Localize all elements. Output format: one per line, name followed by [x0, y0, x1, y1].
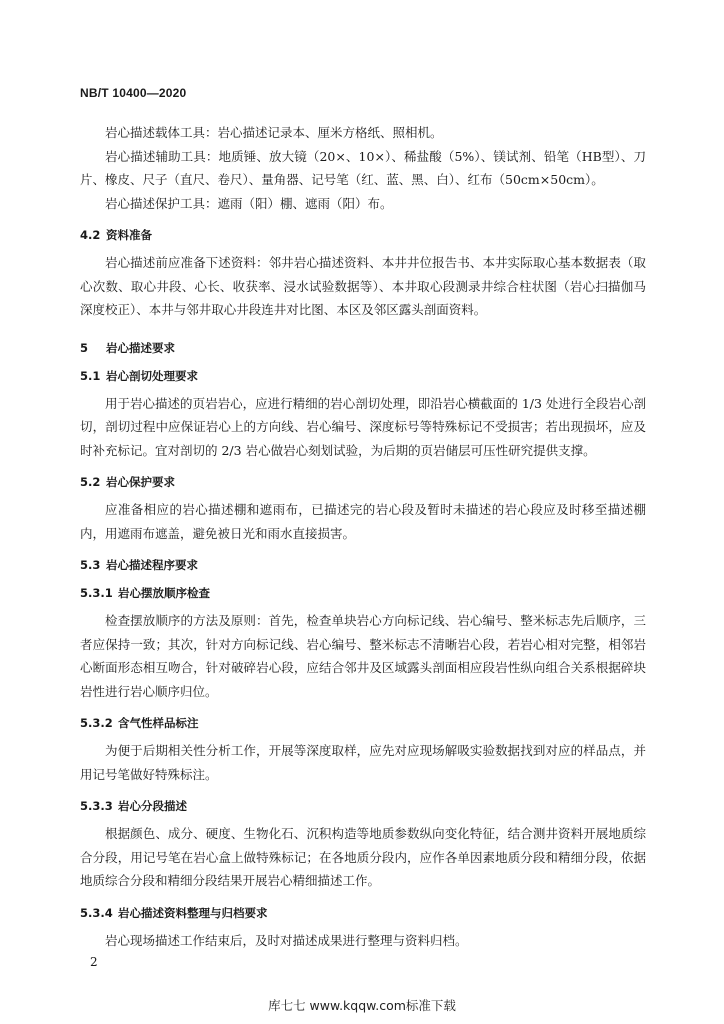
heading-number: 5.3.4 — [80, 905, 113, 920]
heading-5 — [80, 340, 646, 356]
heading-title: 岩心保护要求 — [106, 475, 175, 489]
standard-code: NB/T 10400—2020 — [80, 86, 187, 100]
heading-number: 5.1 — [80, 368, 101, 383]
heading-number: 4.2 — [80, 228, 101, 242]
paragraph-protective-tools: 岩心描述保护工具：遮雨（阳）棚、遮雨（阳）布。 — [105, 195, 393, 211]
heading-5-3-1 — [80, 585, 646, 601]
heading-number: 5.3 — [80, 558, 101, 572]
paragraph-segment-description: 根据颜色、成分、硬度、生物化石、沉积构造等地质参数纵向变化特征，结合测井资料开展地质综合分段，用记号笔在岩心盒上做特殊标记；在各地质分段内，应作各单因素地质分段和精细分段，依据地质综合分段和精细分段结果开展岩心精细描述工作。 — [80, 826, 646, 888]
heading-5-3-2 — [80, 715, 646, 731]
paragraph-carrier-tools: 岩心描述载体工具：岩心描述记录本、厘米方格纸、照相机。 — [105, 125, 443, 140]
heading-number: 5 — [80, 340, 89, 355]
paragraph-core-cutting: 用于岩心描述的页岩岩心，应进行精细的岩心剖切处理，即沿岩心横截面的 1/3 处进行全段岩心剖切，剖切过程中应保证岩心上的方向线、岩心编号、深度标号等特殊标记不受损害；若出现损坏，应及时补充标记。宜对剖切的 2/3 岩心做岩心刻划试验，为后期的页岩储层可压性研究提供支撑。 — [80, 395, 646, 458]
heading-title: 岩心描述资料整理与归档要求 — [118, 905, 268, 920]
document-body — [80, 121, 646, 952]
page-number: 2 — [90, 955, 98, 969]
heading-5-3 — [80, 557, 646, 573]
heading-title: 岩心描述要求 — [106, 340, 175, 355]
heading-5-2 — [80, 474, 646, 490]
heading-number: 5.3.2 — [80, 716, 113, 730]
footer-watermark: 库七七 www.kqqw.com标准下载 — [268, 998, 456, 1013]
paragraph-archiving: 岩心现场描述工作结束后，及时对描述成果进行整理与资料归档。 — [105, 932, 468, 948]
heading-5-3-4 — [80, 905, 646, 921]
heading-title: 岩心摆放顺序检查 — [118, 586, 210, 600]
paragraph-gas-sample: 为便于后期相关性分析工作，开展等深度取样，应先对应现场解吸实验数据找到对应的样品点，并用记号笔做好特殊标注。 — [80, 743, 646, 782]
heading-title: 含气性样品标注 — [118, 716, 199, 730]
heading-number: 5.3.3 — [80, 799, 113, 813]
paragraph-core-protection: 应准备相应的岩心描述棚和遮雨布，已描述完的岩心段及暂时未描述的岩心段应及时移至描述棚内，用遮雨布遮盖，避免被日光和雨水直接损害。 — [80, 502, 646, 541]
paragraph-auxiliary-tools: 岩心描述辅助工具：地质锤、放大镜（20×、10×）、稀盐酸（5%）、镁试剂、铅笔（HB型）、刀片、橡皮、尺子（直尺、卷尺）、量角器、记号笔（红、蓝、黑、白）、红布（50cm×50cm）。 — [80, 148, 646, 187]
heading-number: 5.2 — [80, 475, 101, 489]
heading-5-3-3 — [80, 798, 646, 814]
heading-title: 岩心描述程序要求 — [106, 558, 198, 572]
heading-4-2 — [80, 227, 646, 243]
heading-number: 5.3.1 — [80, 586, 113, 600]
heading-5-1 — [80, 368, 646, 384]
heading-title: 岩心剖切处理要求 — [106, 368, 198, 383]
heading-title: 资料准备 — [106, 228, 152, 242]
paragraph-data-preparation: 岩心描述前应准备下述资料：邻井岩心描述资料、本井井位报告书、本井实际取心基本数据表（取心次数、取心井段、心长、收获率、浸水试验数据等）、本井取心段测录井综合柱状图（岩心扫描伽马深度校正）、本井与邻井取心井段连井对比图、本区及邻区露头剖面资料。 — [80, 255, 646, 317]
paragraph-order-check: 检查摆放顺序的方法及原则：首先，检查单块岩心方向标记线、岩心编号、整米标志先后顺序，三者应保持一致；其次，针对方向标记线、岩心编号、整米标志不清晰岩心段，若岩心相对完整，相邻岩心断面形态相互吻合，针对破碎岩心段，应结合邻井及区域露头剖面相应段岩性纵向组合关系根据碎块岩性进行岩心顺序归位。 — [80, 613, 646, 699]
heading-title: 岩心分段描述 — [118, 799, 187, 813]
